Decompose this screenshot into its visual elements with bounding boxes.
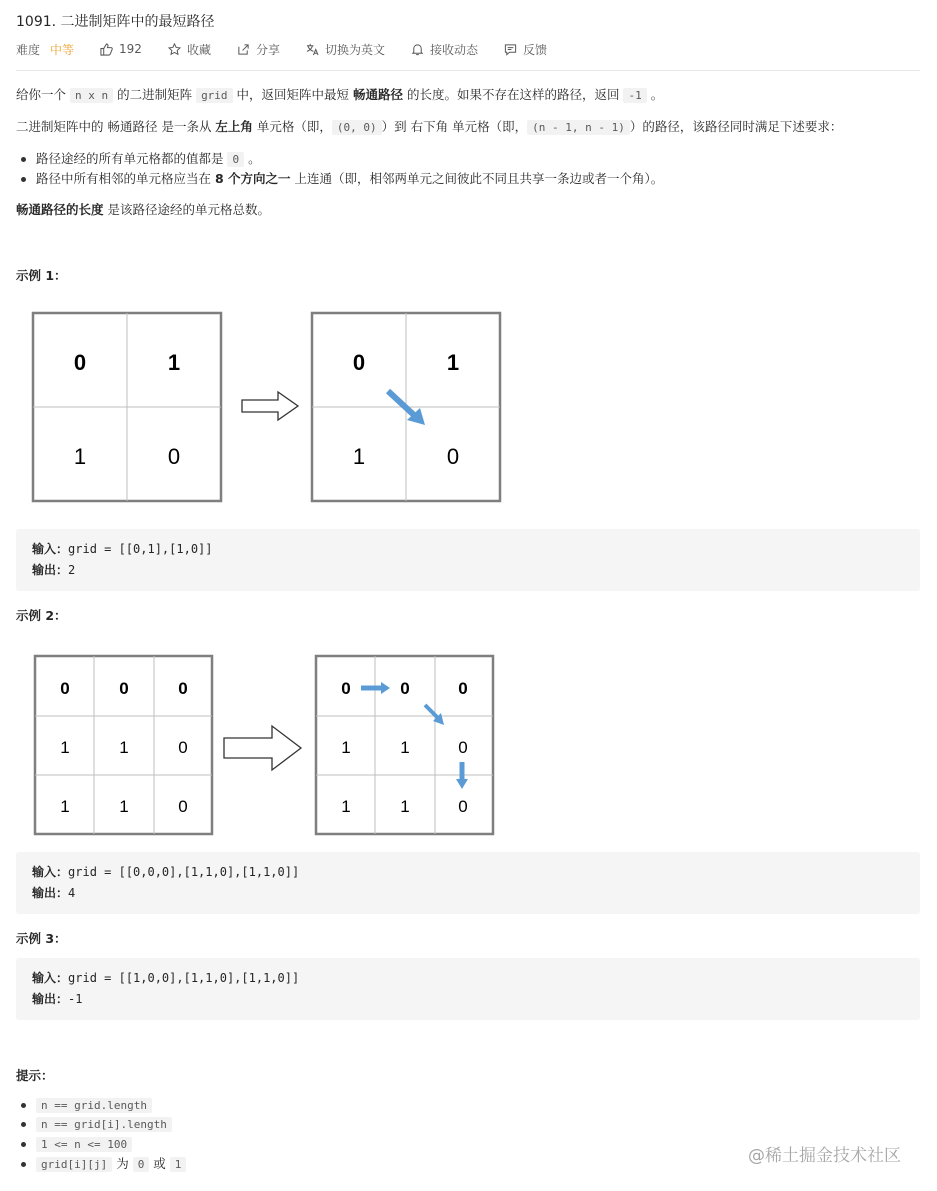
requirement-item-2: 路径中所有相邻的单元格应当在 8 个方向之一 上连通（即，相邻两单元之间彼此不同且共享一条边或者一个角）。: [36, 169, 663, 189]
example-3-heading: 示例 3：: [16, 931, 67, 946]
example-2-path-grid: [316, 656, 493, 834]
hint-item: 1 <= n <= 100: [36, 1134, 132, 1155]
subscribe-button[interactable]: 接收动态: [411, 41, 478, 58]
share-button[interactable]: 分享: [237, 41, 280, 58]
grid-cell: 0: [60, 679, 70, 698]
grid-cell: 0: [458, 738, 468, 757]
grid-cell: 0: [458, 797, 468, 816]
example-1-code: 输入：grid = [[0,1],[1,0]] 输出：2: [16, 529, 920, 591]
grid-cell: 1: [60, 797, 70, 816]
grid-cell: 0: [167, 444, 181, 469]
transform-arrow: [224, 726, 301, 770]
grid-cell: 1: [167, 350, 181, 375]
example-1-input-grid: [33, 313, 221, 501]
transform-arrow: [242, 392, 298, 420]
example-2-code: 输入：grid = [[0,0,0],[1,1,0],[1,1,0]] 输出：4: [16, 852, 920, 914]
bell-icon: [411, 43, 424, 56]
grid-cell: 1: [446, 350, 460, 375]
example-3-code: 输入：grid = [[1,0,0],[1,1,0],[1,1,0]] 输出：-1: [16, 958, 920, 1020]
share-icon: [237, 43, 250, 56]
star-icon: [168, 43, 181, 56]
divider: [16, 70, 920, 71]
like-button[interactable]: [100, 42, 142, 56]
thumbs-up-icon: [100, 43, 113, 56]
example-2-input-grid: [35, 656, 212, 834]
grid-cell: 1: [341, 738, 351, 757]
grid-cell: 0: [352, 350, 366, 375]
favorite-button[interactable]: 收藏: [168, 41, 211, 58]
example-2-figure: [28, 650, 508, 840]
grid-cell: 1: [73, 444, 87, 469]
grid-cell: 0: [458, 679, 468, 698]
example-1-path-grid: [312, 313, 500, 501]
problem-meta-bar: [16, 40, 573, 58]
grid-cell: 0: [341, 679, 351, 698]
description-paragraph-1: 给你一个 n x n 的二进制矩阵 grid 中，返回矩阵中最短 畅通路径 的长度。如果不存在这样的路径，返回 -1 。: [16, 87, 664, 102]
hint-item: n == grid.length: [36, 1095, 152, 1116]
grid-cell: 0: [400, 679, 410, 698]
example-1-figure: [28, 308, 508, 510]
hints-heading: 提示：: [16, 1068, 54, 1083]
translate-icon: [306, 43, 319, 56]
example-2-heading: 示例 2：: [16, 608, 67, 623]
grid-cell: 1: [400, 797, 410, 816]
hint-item: n == grid[i].length: [36, 1114, 172, 1135]
grid-cell: 0: [73, 350, 87, 375]
switch-language-button[interactable]: 切换为英文: [306, 41, 385, 58]
grid-cell: 1: [119, 738, 129, 757]
difficulty-label: 难度: [16, 42, 41, 57]
hint-item: grid[i][j] 为 0 或 1: [36, 1154, 186, 1175]
grid-cell: 0: [446, 444, 460, 469]
difficulty-value: 中等: [50, 42, 75, 57]
feedback-icon: [504, 43, 517, 56]
requirement-item-1: 路径途经的所有单元格都的值都是 0 。: [36, 149, 261, 170]
watermark: @稀土掘金技术社区: [748, 1146, 901, 1166]
description-paragraph-2: 二进制矩阵中的 畅通路径 是一条从 左上角 单元格（即， (0, 0) ）到 右下角 单元格（即， (n - 1, n - 1) ）的路径，该路径同时满足下述要求：: [16, 119, 843, 134]
grid-cell: 0: [178, 679, 188, 698]
grid-cell: 0: [119, 679, 129, 698]
grid-cell: 0: [178, 738, 188, 757]
like-count: 192: [119, 42, 142, 56]
difficulty: [16, 41, 74, 58]
problem-title: 1091. 二进制矩阵中的最短路径: [16, 14, 215, 30]
grid-cell: 1: [119, 797, 129, 816]
grid-cell: 1: [60, 738, 70, 757]
example-1-heading: 示例 1：: [16, 268, 67, 283]
grid-cell: 0: [178, 797, 188, 816]
description-paragraph-3: 畅通路径的长度 是该路径途经的单元格总数。: [16, 202, 270, 217]
feedback-button[interactable]: 反馈: [504, 41, 547, 58]
grid-cell: 1: [341, 797, 351, 816]
grid-cell: 1: [352, 444, 366, 469]
grid-cell: 1: [400, 738, 410, 757]
